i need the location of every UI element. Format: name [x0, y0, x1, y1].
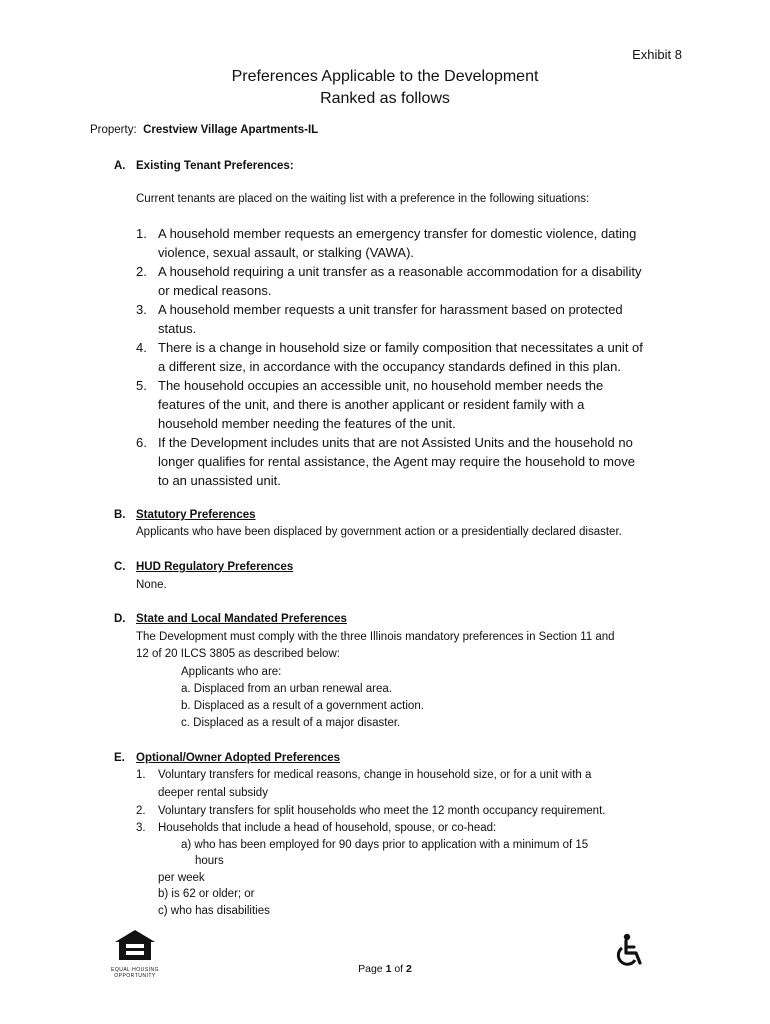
section-a-letter: A. [114, 160, 126, 172]
section-d-sub: c. Displaced as a result of a major disaster. [181, 717, 401, 729]
section-c-letter: C. [114, 561, 126, 573]
section-d-line2: 12 of 20 ILCS 3805 as described below: [136, 648, 340, 660]
list-item-line: status. [158, 321, 197, 336]
section-d-sub: a. Displaced from an urban renewal area. [181, 683, 392, 695]
exhibit-label: Exhibit 8 [632, 47, 682, 62]
list-item-line: household member needing the features of the unit. [158, 416, 456, 431]
list-item-line: longer qualifies for rental assistance, the Agent may require the household to move [158, 454, 635, 469]
page-subtitle: Ranked as follows [320, 90, 450, 107]
page-word: Page [358, 963, 383, 975]
section-c-text: None. [136, 579, 167, 591]
property-value: Crestview Village Apartments-IL [143, 124, 319, 136]
list-item-number: 2. [136, 805, 146, 817]
list-item-line: Voluntary transfers for medical reasons, change in household size, or for a unit with a [158, 769, 592, 781]
list-item-line: to an unassisted unit. [158, 473, 281, 488]
section-e-sub-b: b) is 62 or older; or [158, 888, 255, 900]
wheelchair-icon [612, 933, 648, 969]
section-e-letter: E. [114, 752, 125, 764]
list-item-line: Households that include a head of household, spouse, or co-head: [158, 822, 497, 834]
list-item-number: 3. [136, 302, 147, 317]
section-b-letter: B. [114, 509, 126, 521]
equal-housing-icon [110, 928, 160, 962]
list-item-number: 5. [136, 378, 147, 393]
of-word: of [394, 963, 404, 975]
section-e-sub-c: c) who has disabilities [158, 905, 270, 917]
list-item-line: features of the unit, and there is another applicant or resident family with a [158, 397, 585, 412]
property-line [90, 124, 318, 136]
section-d-heading: State and Local Mandated Preferences [136, 613, 347, 625]
section-d-line1: The Development must comply with the three Illinois mandatory preferences in Section 11 and [136, 631, 615, 643]
list-item-line: The household occupies an accessible unit, no household member needs the [158, 378, 604, 393]
section-d-sub: Applicants who are: [181, 666, 282, 678]
list-item-line: A household requiring a unit transfer as a reasonable accommodation for a disability [158, 264, 642, 279]
page-number: 1 [385, 963, 392, 975]
list-item-line: violence, sexual assault, or stalking (VAWA). [158, 245, 415, 260]
list-item-line: If the Development includes units that are not Assisted Units and the household no [158, 435, 633, 450]
list-item-line: A household member requests a unit transfer for harassment based on protected [158, 302, 623, 317]
list-item-line: deeper rental subsidy [158, 787, 268, 799]
list-item-line: There is a change in household size or family composition that necessitates a unit of [158, 340, 643, 355]
property-label: Property: [90, 124, 137, 136]
page-title: Preferences Applicable to the Development [231, 68, 539, 85]
section-c-heading: HUD Regulatory Preferences [136, 561, 294, 573]
list-item-number: 3. [136, 822, 146, 834]
list-item-line: A household member requests an emergency transfer for domestic violence, dating [158, 226, 637, 241]
section-a-intro: Current tenants are placed on the waiting list with a preference in the following situations: [136, 193, 590, 205]
page-footer [0, 963, 770, 975]
page-total: 2 [406, 963, 412, 975]
section-b-heading: Statutory Preferences [136, 509, 256, 521]
list-item-line: Voluntary transfers for split households who meet the 12 month occupancy requirement. [158, 805, 606, 817]
list-item-number: 2. [136, 264, 147, 279]
list-item-line: a different size, in accordance with the occupancy standards defined in this plan. [158, 359, 621, 374]
logo-text-2: OPPORTUNITY [114, 973, 156, 979]
section-e-heading: Optional/Owner Adopted Preferences [136, 752, 341, 764]
list-item-number: 4. [136, 340, 147, 355]
section-d-letter: D. [114, 613, 126, 625]
section-e-per-week: per week [158, 872, 205, 884]
section-b-text: Applicants who have been displaced by government action or a presidentially declared disaster. [136, 526, 622, 538]
logo-text-1: EQUAL HOUSING [111, 967, 159, 973]
section-d-sub: b. Displaced as a result of a government action. [181, 700, 424, 712]
list-item-number: 1. [136, 769, 146, 781]
list-item-number: 6. [136, 435, 147, 450]
section-a-heading: Existing Tenant Preferences: [136, 160, 294, 172]
section-e-sub-a: a) who has been employed for 90 days prior to application with a minimum of 15 [181, 839, 589, 851]
list-item-number: 1. [136, 226, 147, 241]
section-e-sub-a-cont: hours [195, 855, 224, 867]
list-item-line: or medical reasons. [158, 283, 272, 298]
